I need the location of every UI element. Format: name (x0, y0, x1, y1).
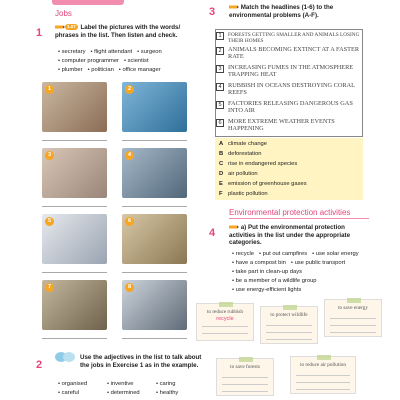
heading-underline (229, 218, 369, 219)
photo-2: 2 (122, 82, 187, 132)
exercise-3-instruction: Match the headlines (1-6) to the environmental problems (A-F). (229, 4, 334, 19)
problems-list (215, 138, 363, 200)
section-heading-environment: Environmental protection activities (229, 208, 351, 217)
exercise-1-instruction: 1.07 Label the pictures with the words/ phrases in the list. Then listen and check. (55, 24, 181, 39)
answer-line-6[interactable] (122, 272, 187, 273)
category-card-forests[interactable]: to save forests (216, 358, 274, 396)
problem-item: B deforestation (219, 151, 262, 157)
headline-item: 4 RUBBISH IN OCEANS DESTROYING CORAL REEFS (216, 83, 362, 97)
answer-line-3[interactable] (42, 206, 107, 207)
photo-4: 4 (122, 148, 187, 198)
section-heading-jobs: Jobs (55, 9, 72, 18)
category-card-wildlife[interactable]: to protect wildlife (260, 306, 318, 344)
headlines-box (215, 29, 363, 137)
photo-5: 5 (42, 214, 107, 264)
answer-line-1[interactable] (42, 140, 107, 141)
headline-item: 2 ANIMALS BECOMING EXTINCT AT A FASTER RATE (216, 47, 362, 61)
exercise-number-1: 1 (36, 27, 43, 39)
answer-line-4[interactable] (122, 206, 187, 207)
headline-item: 3 INCREASING FUMES IN THE ATMOSPHERE TRAPPING HEAT (216, 65, 362, 79)
adjective-list: • organised• inventive• caring • careful• determined• healthy (58, 380, 198, 398)
speech-bubbles-icon (55, 351, 75, 363)
header-tab (52, 0, 124, 5)
exercise-number-4: 4 (209, 227, 216, 239)
photo-3: 3 (42, 148, 107, 198)
problem-item: A climate change (219, 141, 267, 147)
answer-line-8[interactable] (122, 338, 187, 339)
exercise-4-instruction: a) Put the environmental protection activities in the list under the appropriate categories. (229, 224, 351, 246)
photo-1: 1 (42, 82, 107, 132)
headline-item: 6 MORE EXTREME WEATHER EVENTS HAPPENING (216, 119, 362, 133)
category-card-rubbish[interactable]: to reduce rubbish recycle (196, 303, 254, 341)
answer-line-5[interactable] (42, 272, 107, 273)
category-card-air-pollution[interactable]: to reduce air pollution (290, 356, 356, 394)
pencil-icon (55, 24, 65, 30)
problem-item: F plastic pollution (219, 191, 268, 197)
category-card-energy[interactable]: to save energy (324, 299, 382, 337)
photo-6: 6 (122, 214, 187, 264)
exercise-number-3: 3 (209, 6, 216, 18)
answer-line-7[interactable] (42, 338, 107, 339)
exercise-2-instruction: Use the adjectives in the list to talk about the jobs in Exercise 1 as in the example. (80, 354, 202, 369)
pencil-icon (229, 4, 239, 10)
pencil-icon (229, 224, 239, 230)
audio-track-badge[interactable]: 1.07 (67, 24, 76, 30)
problem-item: E emission of greenhouse gases (219, 181, 307, 187)
problem-item: D air pollution (219, 171, 258, 177)
headline-item: 5 FACTORIES RELEASING DANGEROUS GAS INTO AIR (216, 101, 362, 115)
activity-list: • recycle• put out campfires• use solar energy • have a compost bin• use public transport • take part in clean-up days • be a member of a wildlife group • use energy-efficient lights (232, 250, 382, 295)
photo-7: 7 (42, 280, 107, 330)
headline-item: 1 FORESTS GETTING SMALLER AND ANIMALS LOSING THEIR HOMES (216, 32, 362, 44)
exercise-number-2: 2 (36, 359, 43, 371)
photo-8: 8 (122, 280, 187, 330)
answer-line-2[interactable] (122, 140, 187, 141)
problem-item: C rise in endangered species (219, 161, 298, 167)
word-list: • secretary• flight attendant• surgeon • computer programmer• scientist • plumber• politician• office manager (58, 48, 198, 75)
